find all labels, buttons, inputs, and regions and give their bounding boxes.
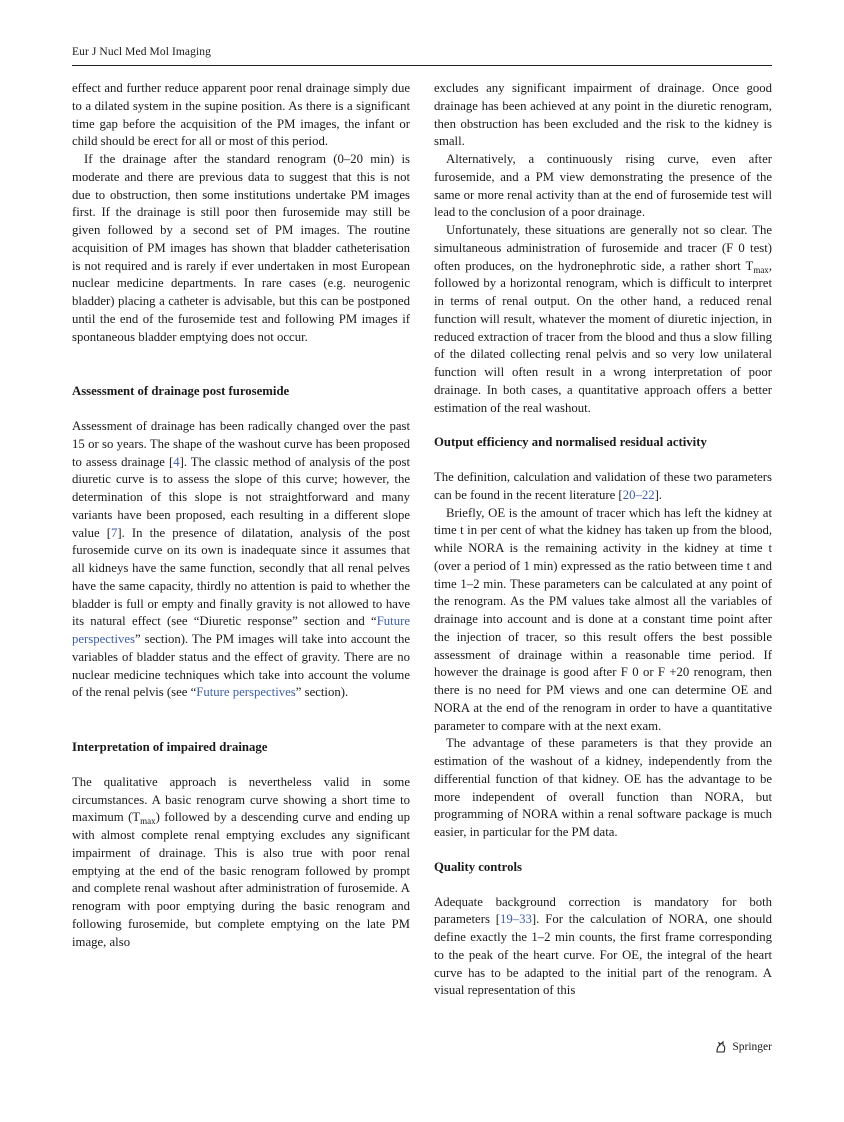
publisher-name: Springer [732, 1041, 772, 1053]
text-span: Adequate background correction is mandatory for both parameters [ [434, 894, 772, 927]
left-paragraph-1: effect and further reduce apparent poor renal drainage simply due to a dilated system in the supine position. As there is a significant time gap before the acquisition of the PM images, the infant or child should be erect for all or most of this period. [72, 81, 410, 149]
right-column [434, 80, 772, 1000]
text-span: ]. For the calculation of NORA, one should define exactly the 1–2 min counts, the first frame corresponding to the peak of the heart curve. For OE, the integral of the heart curve has to be adapted to the initial part of the renogram. A visual representation of this [434, 912, 772, 998]
right-paragraph-7 [434, 894, 772, 1001]
right-paragraph-4 [434, 469, 772, 505]
text-span: Unfortunately, these situations are generally not so clear. The simultaneous administration of furosemide and tracer (F 0 test) often produces, on the hydronephrotic side, a rather short T [434, 223, 772, 273]
citation-link-7[interactable]: 7 [110, 525, 118, 540]
text-span: The qualitative approach is nevertheless valid in some circumstances. A basic renogram curve showing a short time to maximum (T [72, 774, 410, 825]
citation-link-19-33[interactable]: 19–33 [500, 912, 532, 927]
text-span: , followed by a horizontal renogram, which is difficult to interpret in terms of renal output. On the other hand, a reduced renal function will result, whatever the moment of diuretic injection, in reduced extraction of tracer from the blood and thus a slow filling of the dilated collecting renal pelvis and so very low unilateral function will often result in a wrong interpretation of poor drainage. In both cases, a quantitative approach offers a better estimation of the real washout. [434, 258, 772, 415]
left-column [72, 80, 410, 951]
section-heading-drainage-assessment: Assessment of drainage post furosemide [72, 384, 290, 399]
running-head-journal: Eur J Nucl Med Mol Imaging [72, 46, 211, 58]
text-span: ” section). [295, 685, 349, 700]
right-paragraph-2: Alternatively, a continuously rising curve, even after furosemide, and a PM view demonstrating the presence of the same or more renal activity than at the end of furosemide test will lead to the conclusion of a poor drainage. [434, 152, 772, 220]
right-paragraph-5: Briefly, OE is the amount of tracer which has left the kidney at time t in per cent of what the kidney has taken up from the blood, while NORA is the remaining activity in the kidney at time t (over a period of 1 min) expressed as the ratio between time t and time 1–2 min. These parameters can be calculated at any point of the renogram. As the PM values take almost all the variables of drainage into account and is done at a constant time point after the injection of tracer, so this result offers the best possible assessment of drainage within a reasonable time period. If however the drainage is good after F 0 or F +20 renogram, then there is no need for PM views and one can determine OE and NORA at the end of the renogram in order to have a quantitative parameter to compare with at the next exam. [434, 505, 772, 733]
text-span: Assessment of drainage has been radically changed over the past 15 or so years. The shape of the washout curve has been proposed to assess drainage [ [72, 419, 410, 469]
subsection-heading-quality-controls: Quality controls [434, 859, 522, 874]
text-span: ]. In the presence of dilatation, analysis of the post furosemide curve on its own is inadequate since it assumes that all kidneys have the same function, secondly that all renal pelves have the same capacity, thirdly no attention is paid to whether the bladder is full or empty and finally gravity is not allowed to have its natural effect (see “Diuretic response” section and “ [72, 525, 411, 629]
text-span: ]. The classic method of analysis of the post diuretic curve is to assess the slope of this curve; however, the determination of this slope is not straightforward and many variants have been proposed, each resulting in a different slope value [ [72, 454, 410, 540]
text-span: ) followed by a descending curve and ending up with almost complete renal emptying excludes any significant impairment of drainage. This is also true with poor renal emptying at the end of the basic renogram followed by prompt and complete renal washout after administration of furosemide. A renogram with poor emptying during the basic renogram and following furosemide, but complete emptying on the late PM image, also [72, 810, 410, 949]
section-link-future-perspectives-2[interactable]: Future perspectives [196, 685, 296, 700]
left-paragraph-2: If the drainage after the standard renogram (0–20 min) is moderate and there are previous data to suggest that this is not due to obstruction, then some institutions undertake PM images first. If the drainage is still poor then furosemide may still be given followed by a second set of PM images. The routine acquisition of PM images has shown that bladder catheterisation is not required and is rarely if ever undertaken in most European nuclear medicine departments. In rare cases (e.g. neurogenic bladder) placing a catheter is advisable, but this can be postponed until the end of the furosemide test and following PM images if spontaneous bladder emptying does not occur. [72, 152, 410, 344]
header-rule [72, 65, 772, 66]
text-span: ]. [654, 487, 662, 502]
section-heading-impaired-drainage: Interpretation of impaired drainage [72, 740, 268, 754]
text-span: The definition, calculation and validation of these two parameters can be found in the recent literature [ [434, 470, 772, 502]
left-paragraph-4 [72, 774, 410, 952]
footer-publisher [714, 1040, 772, 1054]
citation-link-4[interactable]: 4 [173, 454, 180, 469]
right-paragraph-6: The advantage of these parameters is that they provide an estimation of the washout of a kidney, independently from the differential function of that kidney. OE has the advantage to be more independent of overall function than NORA, but programming of NORA within a renal software package is much easier, in particular for the PM data. [434, 736, 772, 839]
section-link-future-perspectives[interactable]: Future perspectives [72, 614, 410, 646]
springer-horse-icon [714, 1040, 728, 1054]
citation-link-20-22[interactable]: 20–22 [622, 487, 655, 502]
text-span: ” section). The PM images will take into account the variables of bladder status and the effect of gravity. There are no nuclear medicine techniques which take into account the volume of the renal pelvis (see “ [72, 632, 410, 700]
right-paragraph-3 [434, 222, 772, 417]
right-paragraph-1: excludes any significant impairment of drainage. Once good drainage has been achieved at any point in the diuretic renogram, then obstruction has been excluded and the risk to the kidney is small. [434, 81, 772, 149]
subscript-max: max [140, 816, 156, 827]
left-paragraph-3 [72, 418, 410, 702]
subsection-heading-output-efficiency: Output efficiency and normalised residual activity [434, 435, 707, 450]
subscript-max: max [753, 264, 769, 275]
